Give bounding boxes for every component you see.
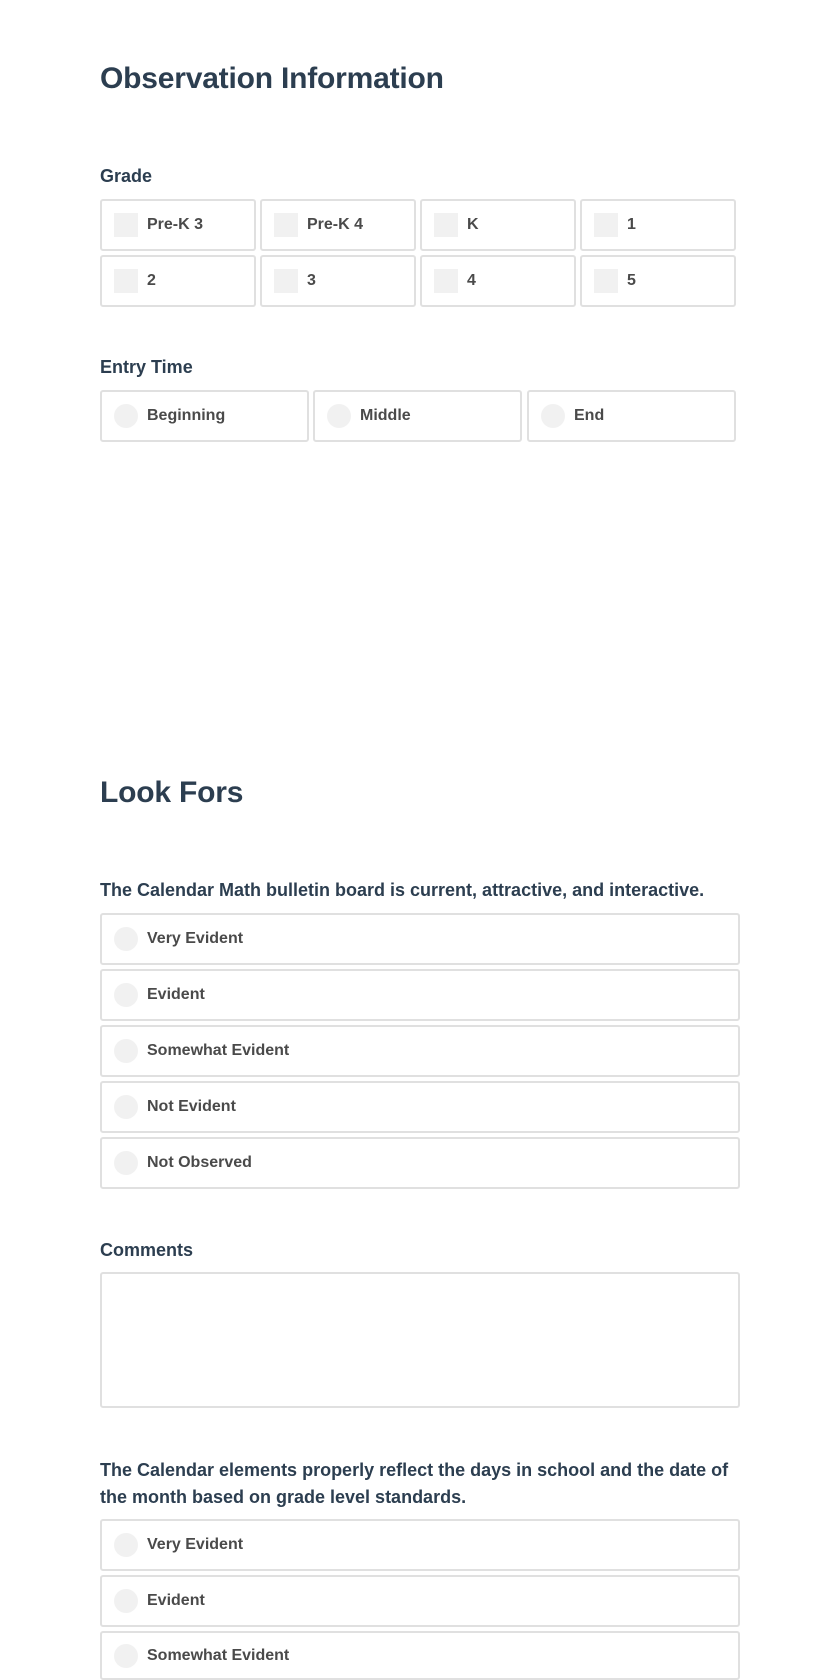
q2-option-somewhat-evident[interactable] (100, 1631, 740, 1680)
grade-option-2[interactable] (100, 255, 256, 307)
option-label: K (467, 216, 479, 233)
observation-title: Observation Information (100, 62, 444, 95)
option-label: 5 (627, 272, 636, 289)
checkbox[interactable] (274, 269, 298, 293)
option-label: Middle (360, 407, 411, 424)
option-label: 2 (147, 272, 156, 289)
checkbox[interactable] (594, 269, 618, 293)
radio-button[interactable] (114, 1095, 138, 1119)
radio-button[interactable] (114, 404, 138, 428)
option-label: Pre-K 4 (307, 216, 364, 233)
grade-option-3[interactable] (260, 255, 416, 307)
checkbox[interactable] (434, 213, 458, 237)
radio-button[interactable] (541, 404, 565, 428)
grade-option-1[interactable] (580, 199, 736, 251)
radio-button[interactable] (114, 1589, 138, 1613)
grade-option-k[interactable] (420, 199, 576, 251)
option-label: 4 (467, 272, 476, 289)
q1-option-somewhat-evident[interactable] (100, 1025, 740, 1077)
radio-button[interactable] (114, 983, 138, 1007)
question-1-text: The Calendar Math bulletin board is current, attractive, and interactive. (100, 880, 705, 900)
entry-time-label: Entry Time (100, 357, 193, 377)
checkbox[interactable] (434, 269, 458, 293)
option-label: 3 (307, 272, 316, 289)
grade-option-prek3[interactable] (100, 199, 256, 251)
q1-option-very-evident[interactable] (100, 913, 740, 965)
q1-option-not-observed[interactable] (100, 1137, 740, 1189)
option-label: Evident (147, 986, 205, 1003)
radio-button[interactable] (114, 1533, 138, 1557)
radio-button[interactable] (114, 1644, 138, 1668)
entry-time-option-end[interactable] (527, 390, 736, 442)
option-label: Pre-K 3 (147, 216, 204, 233)
look-fors-title: Look Fors (100, 776, 244, 809)
option-label: Very Evident (147, 930, 244, 947)
grade-option-4[interactable] (420, 255, 576, 307)
question-2-text: The Calendar elements properly reflect the days in school and the date of the month based on grade level standards. (100, 1460, 729, 1507)
checkbox[interactable] (594, 213, 618, 237)
comments-textarea[interactable] (100, 1272, 740, 1408)
grade-option-prek4[interactable] (260, 199, 416, 251)
radio-button[interactable] (114, 1151, 138, 1175)
option-label: Not Evident (147, 1098, 236, 1115)
checkbox[interactable] (274, 213, 298, 237)
grade-option-5[interactable] (580, 255, 736, 307)
option-label: Very Evident (147, 1536, 244, 1553)
option-label: End (574, 407, 605, 424)
q1-option-not-evident[interactable] (100, 1081, 740, 1133)
radio-button[interactable] (327, 404, 351, 428)
q2-option-evident[interactable] (100, 1575, 740, 1627)
entry-time-option-beginning[interactable] (100, 390, 309, 442)
option-label: 1 (627, 216, 636, 233)
option-label: Not Observed (147, 1154, 252, 1171)
option-label: Evident (147, 1592, 205, 1609)
q2-option-very-evident[interactable] (100, 1519, 740, 1571)
entry-time-option-middle[interactable] (313, 390, 522, 442)
radio-button[interactable] (114, 1039, 138, 1063)
option-label: Somewhat Evident (147, 1646, 290, 1664)
radio-button[interactable] (114, 927, 138, 951)
option-label: Somewhat Evident (147, 1042, 290, 1059)
option-label: Beginning (147, 407, 226, 424)
grade-label: Grade (100, 166, 153, 186)
checkbox[interactable] (114, 269, 138, 293)
checkbox[interactable] (114, 213, 138, 237)
q1-option-evident[interactable] (100, 969, 740, 1021)
comments-label: Comments (100, 1240, 194, 1260)
